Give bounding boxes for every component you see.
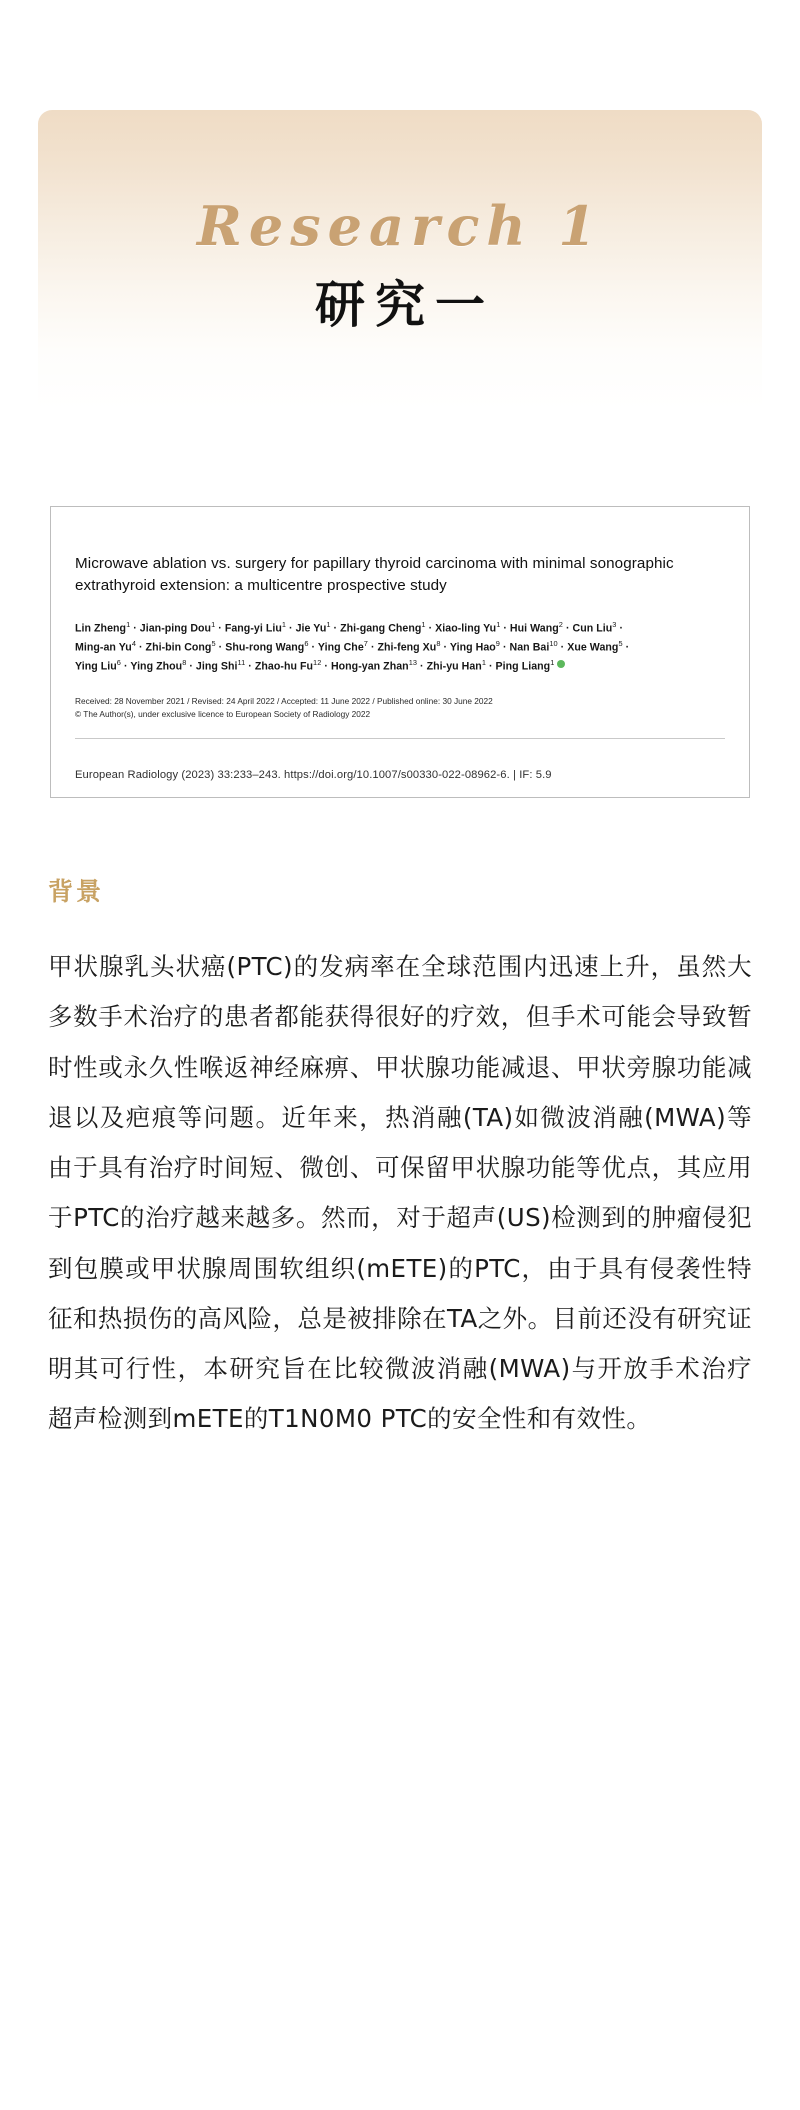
paper-metadata — [75, 695, 725, 720]
divider — [75, 738, 725, 739]
section-body-text: 甲状腺乳头状癌(PTC)的发病率在全球范围内迅速上升，虽然大多数手术治疗的患者都能获得很好的疗效，但手术可能会导致暂时性或永久性喉返神经麻痹、甲状腺功能减退、甲状旁腺功能减退以及疤痕等问题。近年来，热消融(TA)如微波消融(MWA)等由于具有治疗时间短、微创、可保留甲状腺功能等优点，其应用于PTC的治疗越来越多。然而，对于超声(US)检测到的肿瘤侵犯到包膜或甲状腺周围软组织(mETE)的PTC，由于具有侵袭性特征和热损伤的高风险，总是被排除在TA之外。目前还没有研究证明其可行性，本研究旨在比较微波消融(MWA)与开放手术治疗超声检测到mETE的T1N0M0 PTC的安全性和有效性。 — [48, 952, 752, 1434]
open-access-icon — [557, 660, 565, 668]
paper-copyright: © The Author(s), under exclusive licence to European Society of Radiology 2022 — [75, 708, 371, 719]
section-heading: 背景 — [48, 877, 105, 907]
background-section — [48, 872, 752, 1504]
page-root — [0, 110, 800, 2110]
author-line: Lin Zheng$^1$ · Jian-ping Dou$^1$ · Fang-yi Liu$^1$ · Jie $Yu^1$ · Zhi-gang Cheng$^1$ · Xiao-ling $Yu^1$ · Hui Wang$^2$ · Cun Liu$^3$ · — [75, 620, 624, 635]
hero-banner — [38, 110, 762, 410]
paper-history: Received: 28 November 2021 / Revised: 24 April 2022 / Accepted: 11 June 2022 / Published online: 30 June 2022 — [75, 696, 493, 707]
paper-title: Microwave ablation vs. surgery for papillary thyroid carcinoma with minimal sonographic extrathyroid extension: a multicentre prospective study — [75, 555, 674, 595]
author-line: Ming-an $Yu^4 \cdot Zhi-bin$ Cong$^5$ · Shu-rong Wang$^6$ · Ying Che$^7$ · Zhi-feng $Xu^8$ · Ying Hao$^9$ · Nan Bai$^{10}$ · Xue Wang$^5$ · — [75, 638, 630, 654]
paper-authors — [75, 619, 725, 675]
hero-chinese-title: 研究一 — [315, 274, 495, 334]
paper-card-body — [51, 507, 749, 757]
paper-card — [50, 506, 750, 798]
paper-citation: European Radiology (2023) 33:233–243. https://doi.org/10.1007/s00330-022-08962-6. | IF: 5.9 — [75, 769, 552, 782]
hero-script-title: Research 1 — [197, 194, 603, 258]
hero-content — [38, 194, 762, 337]
author-line: Ying Liu$^6$ · Ying Zhou$^8$ · Jing Shi$^{11}$ · Zhao-hu $Fu^{12}$ · Hong-yan Zhan$^{13}$ · Zhi-yu Han$^1$ · Ping Liang$^1$ — [75, 657, 725, 676]
